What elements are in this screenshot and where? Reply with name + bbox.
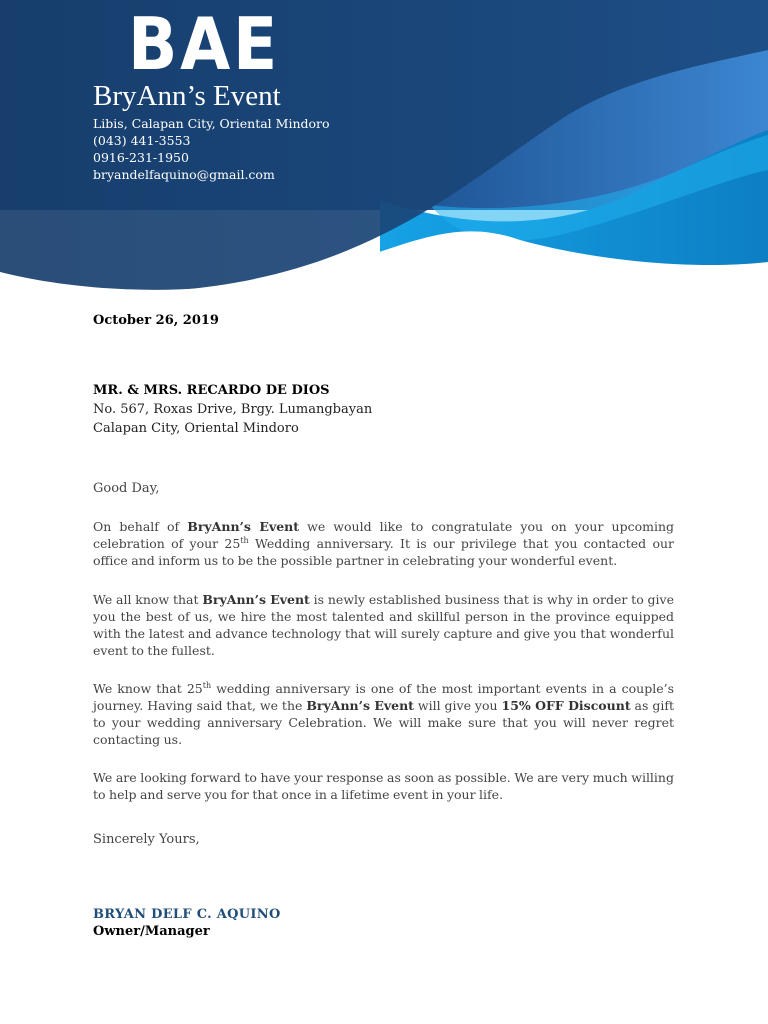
- recipient-address-line2: Calapan City, Oriental Mindoro: [93, 421, 299, 436]
- body-paragraph-2: We all know that BryAnn’s Event is newly established business that is why in order to give you the best of us, we hire the most talented and skillful person in the province equipped with the latest and advance technology that will surely capture and give you that wonderful event to the fullest.: [93, 592, 675, 658]
- signer-title: Owner/Manager: [93, 924, 210, 939]
- company-phone-landline: (043) 441-3553: [93, 133, 191, 148]
- signer-name: BRYAN DELF C. AQUINO: [93, 907, 281, 922]
- body-paragraph-3: We know that 25th wedding anniversary is one of the most important events in a couple’s journey. Having said that, we the BryAnn’s Event will give you 15% OFF Discount as gift to your wedding anniversary Celebration. We will make sure that you will never regret contacting us.: [93, 680, 674, 747]
- recipient-address-line1: No. 567, Roxas Drive, Brgy. Lumangbayan: [93, 402, 373, 417]
- company-name: BryAnn’s Event: [93, 80, 281, 112]
- company-phone-mobile: 0916-231-1950: [93, 150, 189, 165]
- recipient-name: MR. & MRS. RECARDO DE DIOS: [93, 383, 330, 398]
- company-email: bryandelfaquino@gmail.com: [93, 167, 275, 182]
- company-logo: BAE: [128, 2, 280, 86]
- letter-date: October 26, 2019: [93, 313, 219, 328]
- company-address: Libis, Calapan City, Oriental Mindoro: [93, 116, 330, 131]
- recipient-block: [93, 381, 372, 438]
- closing: Sincerely Yours,: [93, 832, 200, 847]
- greeting: Good Day,: [93, 481, 160, 496]
- contact-block: [93, 115, 330, 183]
- body-paragraph-1: On behalf of BryAnn’s Event we would like to congratulate you on your upcoming celebration of your 25th Wedding anniversary. It is our privilege that you contacted our office and inform us to be the possible partner in celebrating your wonderful event.: [93, 519, 675, 568]
- body-paragraph-4: We are looking forward to have your response as soon as possible. We are very much willing to help and serve you for that once in a lifetime event in your life.: [93, 770, 674, 802]
